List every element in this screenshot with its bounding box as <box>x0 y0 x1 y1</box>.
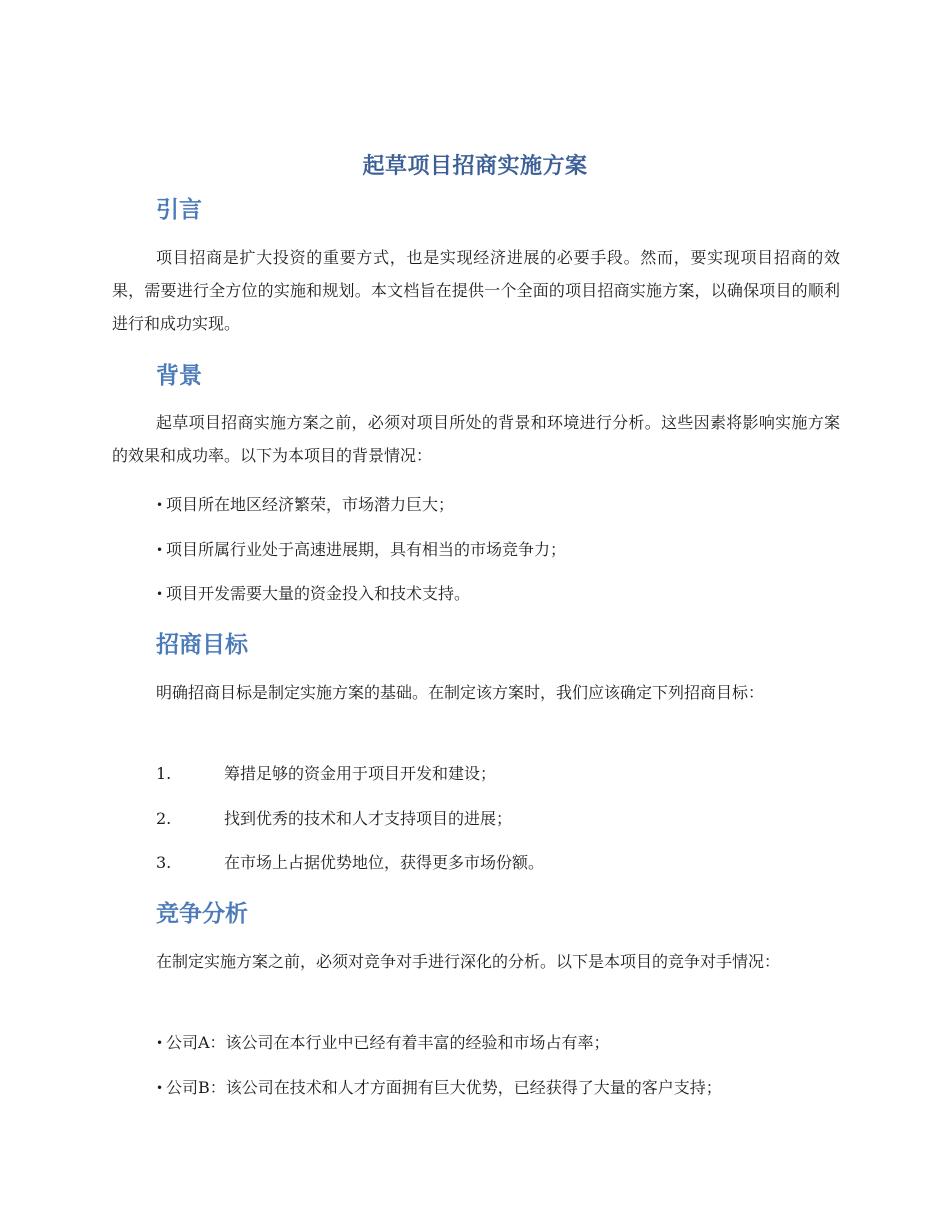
bullet-icon: • <box>156 543 164 557</box>
list-item: 1. 筹措足够的资金用于项目开发和建设； <box>156 764 497 783</box>
list-item: 3. 在市场上占据优势地位，获得更多市场份额。 <box>156 853 545 872</box>
bullet-icon: • <box>156 587 164 601</box>
background-paragraph: 起草项目招商实施方案之前，必须对项目所处的背景和环境进行分析。这些因素将影响实施方案的效果和成功率。以下为本项目的背景情况： <box>112 413 840 465</box>
section-heading-competition: 竞争分析 <box>156 901 248 927</box>
list-item: • 项目开发需要大量的资金投入和技术支持。 <box>156 584 471 603</box>
list-item: • 项目所属行业处于高速进展期，具有相当的市场竞争力； <box>156 540 567 559</box>
section-heading-background: 背景 <box>156 363 202 389</box>
section-heading-goals: 招商目标 <box>156 632 248 658</box>
competition-paragraph: 在制定实施方案之前，必须对竞争对手进行深化的分析。以下是本项目的竞争对手情况： <box>156 952 781 971</box>
list-item: • 公司A：该公司在本行业中已经有着丰富的经验和市场占有率； <box>156 1033 610 1052</box>
list-item: • 项目所在地区经济繁荣，市场潜力巨大； <box>156 495 455 514</box>
bullet-icon: • <box>156 1036 164 1050</box>
list-item: 2. 找到优秀的技术和人才支持项目的进展； <box>156 809 513 828</box>
goals-paragraph: 明确招商目标是制定实施方案的基础。在制定该方案时，我们应该确定下列招商目标： <box>156 683 765 702</box>
list-item: • 公司B：该公司在技术和人才方面拥有巨大优势，已经获得了大量的客户支持； <box>156 1078 722 1097</box>
bullet-icon: • <box>156 1081 164 1095</box>
section-heading-intro: 引言 <box>156 197 202 223</box>
bullet-icon: • <box>156 498 164 512</box>
document-title: 起草项目招商实施方案 <box>362 154 588 179</box>
intro-paragraph: 项目招商是扩大投资的重要方式，也是实现经济进展的必要手段。然而，要实现项目招商的效果，需要进行全方位的实施和规划。本文档旨在提供一个全面的项目招商实施方案，以确保项目的顺利进行和成功实现。 <box>112 248 840 333</box>
